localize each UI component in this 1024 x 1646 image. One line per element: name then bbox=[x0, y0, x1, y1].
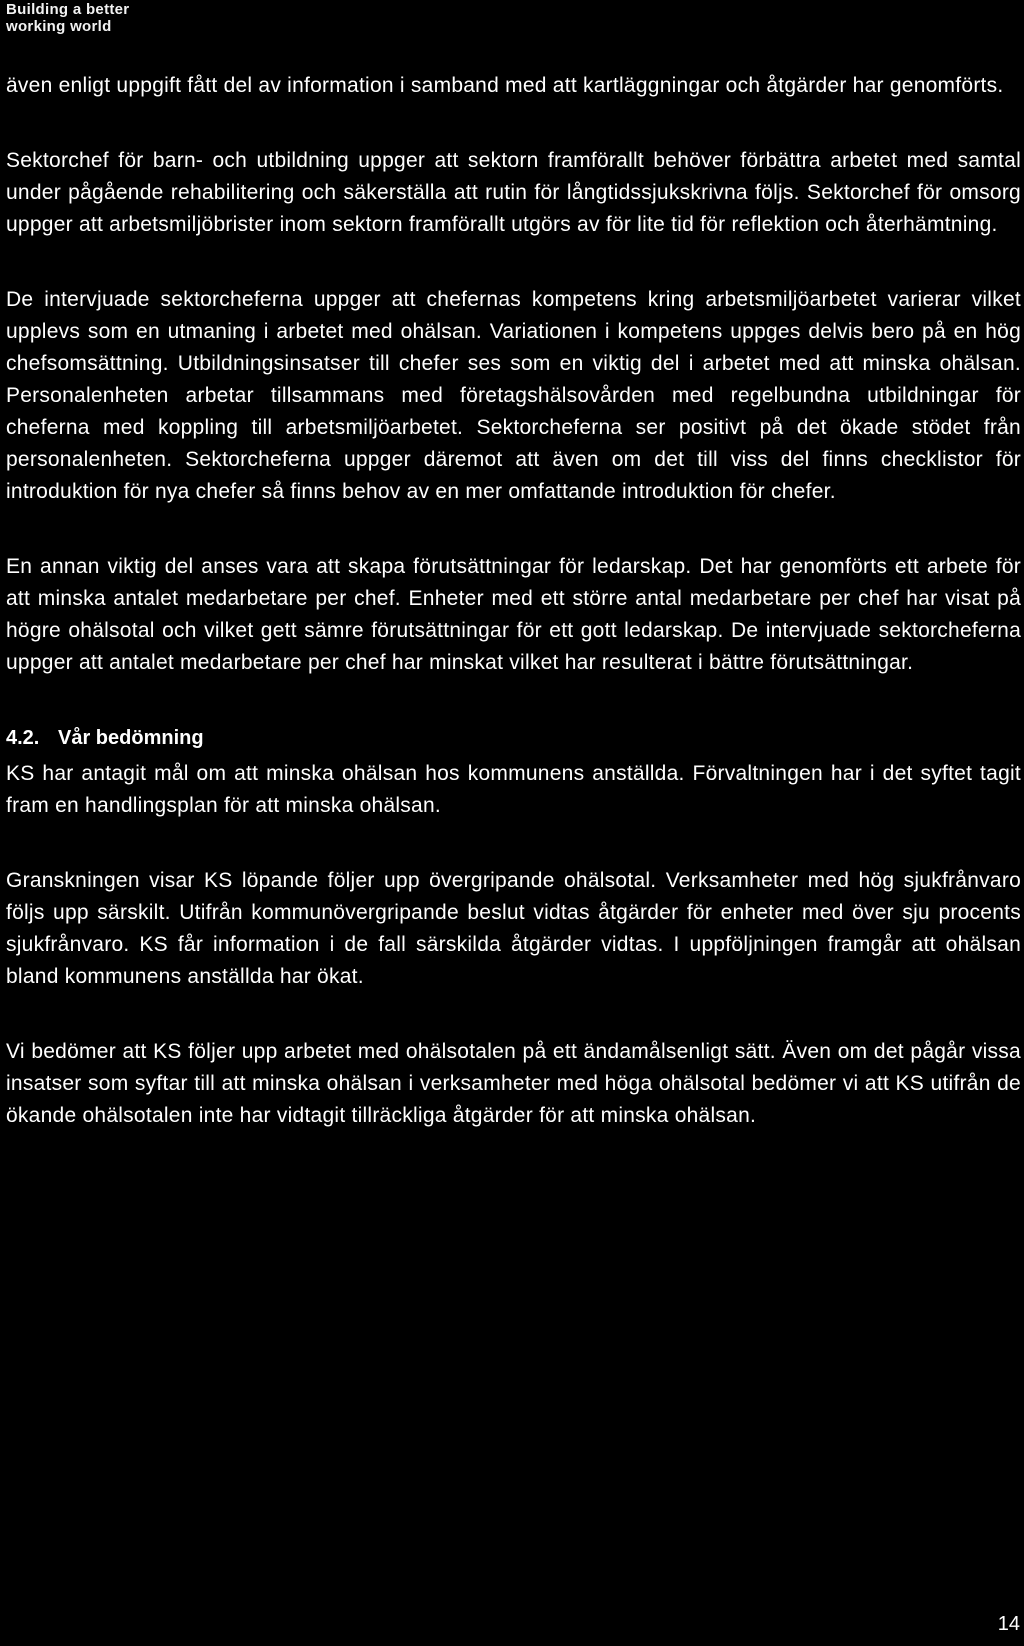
paragraph-assessment-review: Granskningen visar KS löpande följer upp övergripande ohälsotal. Verksamheter med hög sjukfrånvaro följs upp särskilt. Utifrån kommunövergripande beslut vidtas åtgärder för enheter med över sju procents sjukfrånvaro. KS får information i de fall särskilda åtgärder vidtas. I uppföljningen framgår att ohälsan bland kommunens anställda har ökat. bbox=[6, 869, 1021, 988]
paragraph-continuation: även enligt uppgift fått del av information i samband med att kartläggningar och åtgärder har genomförts. bbox=[6, 74, 1004, 97]
paragraph-assessment-conclusion: Vi bedömer att KS följer upp arbetet med ohälsotalen på ett ändamålsenligt sätt. Även om det pågår vissa insatser som syftar till att minska ohälsan i verksamheter med höga ohälsotal bedömer vi att KS utifrån de ökande ohälsotalen inte har vidtagit tillräckliga åtgärder för att minska ohälsan. bbox=[6, 1040, 1021, 1127]
section-title: Vår bedömning bbox=[58, 727, 204, 749]
section-heading bbox=[6, 722, 1021, 754]
header-tagline bbox=[6, 1, 129, 35]
tagline-line-2: working world bbox=[6, 18, 112, 35]
paragraph-leadership: En annan viktig del anses vara att skapa förutsättningar för ledarskap. Det har genomförts ett arbete för att minska antalet medarbetare per chef. Enheter med ett större antal medarbetare per chef har visat på högre ohälsotal och vilket gett sämre förutsättningar för ett gott ledarskap. De intervjuade sektorcheferna uppger att antalet medarbetare per chef har minskat vilket har resulterat i bättre förutsättningar. bbox=[6, 555, 1021, 674]
paragraph-assessment-goals: KS har antagit mål om att minska ohälsan hos kommunens anställda. Förvaltningen har i det syftet tagit fram en handlingsplan för att minska ohälsan. bbox=[6, 762, 1021, 817]
document-body bbox=[6, 70, 1021, 1175]
paragraph-sector-chiefs: Sektorchef för barn- och utbildning uppger att sektorn framförallt behöver förbättra arbetet med samtal under pågående rehabilitering och säkerställa att rutin för långtidssjukskrivna följs. Sektorchef för omsorg uppger att arbetsmiljöbrister inom sektorn framförallt utgörs av för lite tid för reflektion och återhämtning. bbox=[6, 149, 1021, 236]
page-number: 14 bbox=[997, 1613, 1020, 1635]
paragraph-manager-competence: De intervjuade sektorcheferna uppger att chefernas kompetens kring arbetsmiljöarbetet varierar vilket upplevs som en utmaning i arbetet med ohälsan. Variationen i kompetens uppges delvis bero på en hög chefsomsättning. Utbildningsinsatser till chefer ses som en viktig del i arbetet med att minska ohälsan. Personalenheten arbetar tillsammans med företagshälsovården med regelbundna utbildningar för cheferna med koppling till arbetsmiljöarbetet. Sektorcheferna ser positivt på det ökade stödet från personalenheten. Sektorcheferna uppger däremot att även om det till viss del finns checklistor för introduktion för nya chefer så finns behov av en mer omfattande introduktion för chefer. bbox=[6, 288, 1021, 503]
tagline-line-1: Building a better bbox=[6, 1, 130, 18]
section-number: 4.2. bbox=[6, 727, 40, 749]
